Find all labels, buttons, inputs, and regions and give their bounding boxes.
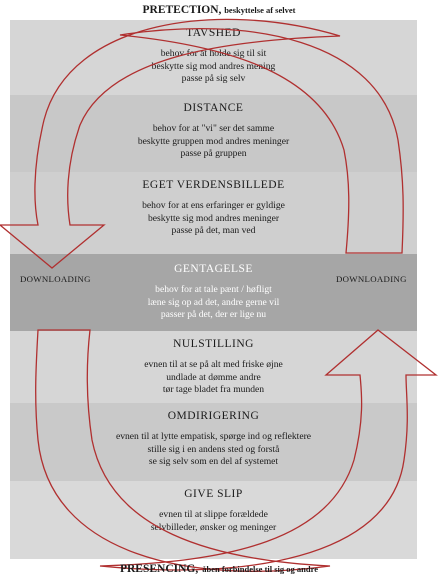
band-title: OMDIRIGERING [167, 410, 260, 422]
band-line: beskytte sig mod andres mening [151, 60, 276, 72]
header-main: PRETECTION, [142, 4, 222, 16]
band-line: behov for at holde sig til sit [160, 48, 267, 59]
band-line: beskytte gruppen mod andres meninger [137, 135, 290, 147]
band-line: evnen til at slippe forældede [159, 509, 268, 520]
band-line: selvbilleder, ønsker og meninger [150, 521, 277, 533]
diagram-footer [0, 559, 438, 577]
right-up-arrow [100, 330, 436, 570]
band-line: passe på det, man ved [171, 225, 256, 236]
band-line: behov for at tale pænt / høfligt [155, 284, 272, 295]
band-title: DISTANCE [183, 102, 244, 114]
band-title: GIVE SLIP [184, 488, 243, 500]
header-sub: beskyttelse af selvet [224, 5, 296, 15]
right-down-arrow [120, 29, 403, 253]
band-title: TAVSHED [186, 27, 241, 39]
left-up-arrow [36, 330, 330, 571]
band-line: se sig selv som en del af systemet [148, 456, 279, 467]
band-title: EGET VERDENSBILLEDE [142, 179, 285, 191]
band-line: stille sig i en andens sted og forstå [147, 443, 280, 455]
band-line: undlade at dømme andre [166, 371, 261, 383]
band-line: passe på sig selv [181, 73, 246, 84]
band-line: beskytte sig mod andres meninger [147, 212, 280, 224]
band-line: behov for at ens erfaringer er gyldige [142, 200, 285, 211]
band-line: evnen til at lytte empatisk, spørge ind og reflektere [115, 431, 312, 442]
band-line: læne sig op ad det, andre gerne vil [147, 296, 280, 308]
footer-sub: åben forbindelse til sig og andre [202, 564, 319, 574]
band-line: passe på gruppen [180, 148, 247, 159]
band-line: tør tage bladet fra munden [162, 384, 265, 395]
downloading-label-left: DOWNLOADING [20, 274, 91, 284]
band-title: GENTAGELSE [174, 263, 253, 275]
band-line: evnen til at se på alt med friske øjne [144, 359, 283, 370]
downloading-label-right: DOWNLOADING [336, 274, 407, 284]
left-down-arrow [0, 19, 340, 268]
band-line: behov for at "vi" ser det samme [152, 123, 275, 134]
band-title: NULSTILLING [173, 338, 254, 350]
band-line: passer på det, der er lige nu [160, 309, 267, 320]
footer-main: PRESENCING, [119, 563, 199, 575]
